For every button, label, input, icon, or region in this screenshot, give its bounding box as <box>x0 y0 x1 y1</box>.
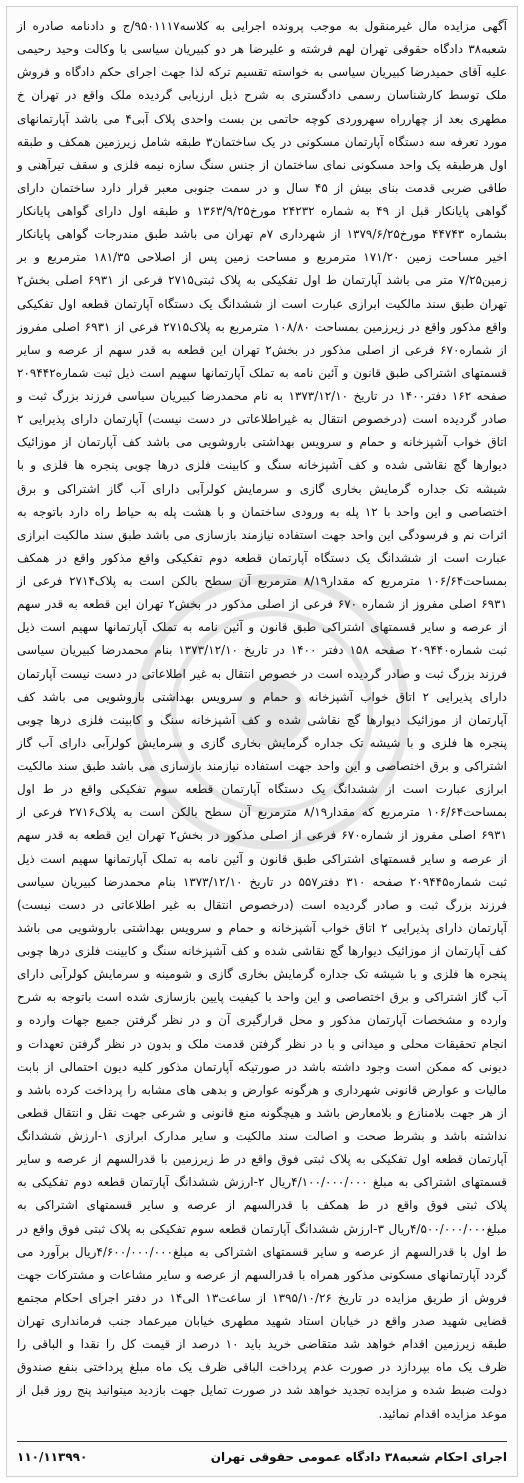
issuer-signature: اجرای احکام شعبه۳۸ دادگاه عمومی حقوقی تهران <box>210 1450 507 1464</box>
notice-code: ۱۱۰/۱۱۳۹۹۰ <box>17 1450 88 1464</box>
notice-footer <box>17 1441 507 1468</box>
auction-notice <box>6 6 518 1477</box>
notice-body-text: آگهی مزایده مال غیرمنقول به موجب پرونده اجرایی به کلاسه۹۵۰۱۱۱۷/ج و دادنامه صادره از شعبه۳۸ دادگاه حقوقی تهران لهم فرشته و علیرضا هر دو کبیریان سیاسی با وکالت وحید رحیمی علیه آقای حمیدرضا کبیریان سیاسی به خواسته تقسیم ترکه لذا جهت اجرای حکم دادگاه و فروش ملک توسط کارشناسان رسمی دادگستری به شرح ذیل ارزیابی گردیده ملک واقع در تهران خ مطهری بعد از چهارراه سهروردی کوچه حاتمی بن بست واحدی پلاک آبی۴ می باشد آپارتمانهای مورد تعرفه سه دستگاه آپارتمان مسکونی در یک ساختمان۳ طبقه شامل زیرزمین همکف و طبقه اول هرطبقه یک واحد مسکونی نمای ساختمان از جنس سنگ سازه نیمه فلزی و سقف تیرآهنی و طاقی ضربی قدمت بنای بیش از ۴۵ سال و در سمت جنوبی معبر قرار دارد ساختمان دارای گواهی پایانکار قبل از ۴۹ به شماره ۲۴۲۳۲ مورخ۱۳۶۳/۹/۲۵ و طبقه اول دارای گواهی پایانکار بشماره ۴۴۷۴۳ مورخ۱۳۷۹/۶/۲۵ از شهرداری ۷م تهران می باشد طبق مندرجات گواهی پایانکار اخیر مساحت زمین ۱۷۱/۲۰ مترمربع و مساحت زمین پس از اصلاحی ۱۸۱/۳۵ مترمربع و بر زمین۷/۲۵ متر می باشد آپارتمان ط اول تفکیکی به پلاک ثبتی۲۷۱۵ فرعی از ۶۹۳۱ اصلی بخش۲ تهران طبق سند مالکیت ابرازی عبارت است از ششدانگ یک دستگاه آپارتمان قطعه اول تفکیکی واقع مذکور واقع در زیرزمین بمساحت ۱۰۸/۸۰ مترمربع به پلاک۲۷۱۵ فرعی از ۶۹۳۱ اصلی مفروز از شماره۶۷۰ فرعی از اصلی مذکور در بخش۲ تهران این قطعه به قدر سهم از عرصه و سایر قسمتهای اشتراکی طبق قانون و آئین نامه به تملک آپارتمانها سهیم است ذیل ثبت شماره۲۰۹۴۴۲ صفحه ۱۶۲ دفتر۱۴۰۰ در تاریخ ۱۳۷۳/۱۲/۱۰ به نام محمدرضا کبیریان سیاسی فرزند بزرگ ثبت و صادر گردیده است (درخصوص انتقال به غیراطلاعاتی در دست نیست) آپارتمان دارای پذیرایی ۲ اتاق خواب آشپزخانه و حمام و سرویس بهداشتی باروشویی می باشد کف آپارتمان از موزائیک دیوارها گچ نقاشی شده و کف آشپزخانه سنگ و کابینت فلزی درها چوبی پنجره ها فلزی و با شیشه تک جداره گرمایش بخاری گازی و سرمایش کولرآبی دارای آب گاز اشتراکی و برق اختصاصی و این واحد با ۱۲ پله به ورودی ساختمان و با هشت پله به حیاط راه دارد باتوجه به اثرات نم و فرسودگی این واحد جهت استفاده نیازمند بازسازی می باشد طبق سند مالکیت ابرازی عبارت است از ششدانگ یک دستگاه آپارتمان قطعه دوم تفکیکی واقع مذکور واقع در همکف بمساحت۱۰۶/۶۴ مترمربع که مقدار۸/۱۹ مترمربع آن سطح بالکن است به پلاک۲۷۱۴ فرعی از ۶۹۳۱ اصلی مفروز از شماره ۶۷۰ فرعی از اصلی مذکور در بخش۲ تهران این قطعه به قدر سهم از عرصه و سایر قسمتهای اشتراکی طبق قانون و آئین نامه به تملک آپارتمانها سهیم است ذیل ثبت شماره۲۰۹۴۴۰ صفحه ۱۵۸ دفتر ۱۴۰۰ در تاریخ ۱۳۷۳/۱۲/۱۰ بنام محمدرضا کبیریان سیاسی فرزند بزرگ ثبت و صادر گردیده است در خصوص انتقال به غیر اطلاعاتی در دست نیست آپارتمان دارای پذیرایی ۲ اتاق خواب آشپزخانه و حمام و سرویس بهداشتی باروشویی می باشد کف آپارتمان از موزائیک دیوارها گچ نقاشی شده و کف آشپزخانه سنگ و کابینت فلزی درها چوبی پنجره ها فلزی و با شیشه تک جداره گرمایش بخاری گازی و سرمایش کولرآبی دارای آب گاز اشتراکی و برق اختصاصی و این واحد جهت استفاده نیازمند بازسازی می باشد طبق سند مالکیت ابرازی عبارت است از ششدانگ یک دستگاه آپارتمان قطعه سوم تفکیکی واقع در ط اول بمساحت۱۰۶/۶۴ مترمربع که مقدار۸/۱۹ مترمربع آن سطح بالکن است به پلاک۲۷۱۶ فرعی از ۶۹۳۱ اصلی مفروز از شماره۶۷۰ فرعی از اصلی مذکور در بخش۲ تهران این قطعه به قدر سهم از عرصه و سایر قسمتهای اشتراکی طبق قانون و آئین نامه به تملک آپارتمانها سهیم است ذیل ثبت شماره۲۰۹۴۴۵ صفحه ۳۱۰ دفتر۵۵۷ در تاریخ ۱۳۷۳/۱۲/۱۰ بنام محمدرضا کبیریان سیاسی فرزند بزرگ ثبت و صادر گردیده است (درخصوص انتقال به غیر اطلاعاتی در دست نیست) آپارتمان دارای پذیرایی ۲ اتاق خواب آشپزخانه و حمام و سرویس بهداشتی باروشویی می باشد کف آپارتمان از موزائیک دیوارها گچ نقاشی شده و کف آشپزخانه سنگ و کابینت فلزی درها چوبی پنجره ها فلزی و با شیشه تک جداره گرمایش بخاری گازی و شومینه و سرمایش کولرآبی دارای آب گاز اشتراکی و برق اختصاصی و این واحد با کیفیت پایین بازسازی شده است باتوجه به شرح وارده و مشخصات آپارتمان مذکور و محل قرارگیری آن و در نظر گرفتن جمیع جهات وارده و انجام تحقیقات محلی و میدانی و با در نظر گرفتن قدمت ملک و بدون در نظر گرفتن تعهدات و دیونی که ممکن است وجود داشته باشد در صورتیکه آپارتمان مذکور کلیه دیون احتمالی از بابت مالیات و عوارض قانونی شهرداری و هرگونه عوارض و بدهی های مشابه را پرداخت کرده باشد و از هر جهت بلامنازع و بلامعارض باشد و هیچگونه منع قانونی و شرعی جهت نقل و انتقال قطعی نداشته باشد و بشرط صحت و اصالت سند مالکیت و سایر مدارک ابرازی ۱-ارزش ششدانگ آپارتمان قطعه اول تفکیکی به پلاک ثبتی فوق واقع در ط زیرزمین با قدرالسهم از عرصه و سایر قسمتهای اشتراکی به مبلغ ۴/۱۰۰/۰۰۰/۰۰۰ریال ۲-ارزش ششدانگ آپارتمان قطعه دوم تفکیکی به پلاک ثبتی فوق واقع در ط همکف با قدرالسهم از عرصه و سایر قسمتهای اشتراکی به مبلغ۴/۵۰۰/۰۰۰/۰۰۰ریال ۳-ارزش ششدانگ آپارتمان قطعه سوم تفکیکی به پلاک ثبتی فوق واقع در ط اول با قدرالسهم از عرصه و سایر قسمتهای اشتراکی به مبلغ۴/۶۰۰/۰۰۰/۰۰۰ریال برآورد می گردد آپارتمانهای مسکونی مذکور همراه با قدرالسهم از عرصه و سایر مشاعات و مشترکات جهت فروش از طریق مزایده در تاریخ ۱۳۹۵/۱۰/۲۶ از ساعت۱۳ الی۱۴ در دفتر اجرای احکام مجتمع قضایی شهید صدر واقع در خیابان استاد شهید مطهری خیابان میرعماد جنب فرمانداری تهران طبقه زیرزمین اقدام خواهد شد متقاضی خرید باید ۱۰ درصد از قیمت کل را نقدا و الباقی را ظرف یک ماه بپردازد در صورت عدم پرداخت الباقی ظرف یک ماه مبلغ پرداختی بنفع صندوق دولت ضبط شده و مزایده تجدید خواهد شد در صورت تمایل جهت بازدید میتوانید پنج روز قبل از موعد مزایده اقدام نمائید. <box>17 19 508 1421</box>
